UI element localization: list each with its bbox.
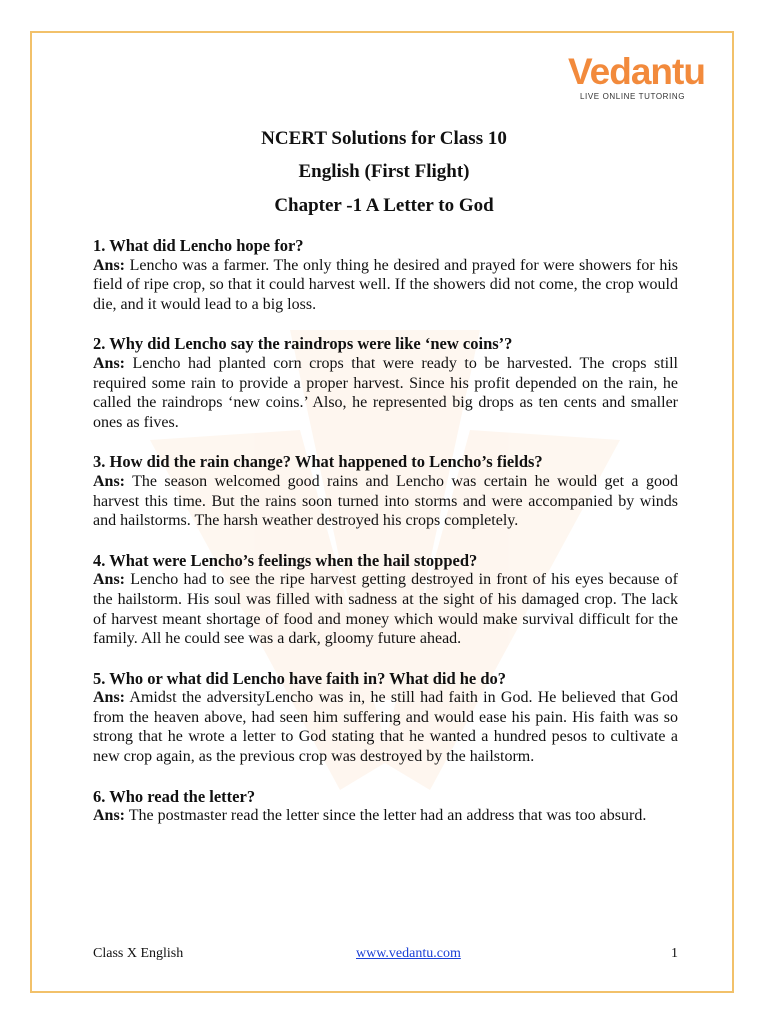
answer-label: Ans:: [93, 807, 126, 825]
question: 6. Who read the letter?: [93, 786, 256, 806]
logo-tagline: LIVE ONLINE TUTORING: [580, 92, 686, 101]
qa-item: [93, 236, 678, 314]
logo-wordmark: Vedantu: [568, 51, 705, 92]
question: 3. How did the rain change? What happened to Lencho’s fields?: [93, 452, 543, 472]
answer-text: Lencho was a farmer. The only thing he desired and prayed for were showers for his field of ripe crop, so that it could harvest well. If the showers did not come, the crop would die, and it would lead to a big loss.: [93, 256, 678, 313]
answer-label: Ans:: [93, 571, 126, 589]
qa-list: [93, 236, 678, 846]
footer-class-label: Class X English: [93, 946, 184, 961]
question: 5. Who or what did Lencho have faith in? What did he do?: [93, 668, 507, 688]
footer-website-link[interactable]: www.vedantu.com: [356, 946, 461, 961]
qa-item: [93, 452, 678, 530]
answer-text: Lencho had to see the ripe harvest getting destroyed in front of his eyes because of the hailstorm. His soul was filled with sadness at the sight of his damaged crop. The lack of harvest meant shortage of food and money which would make survival difficult for the family. All he could see was a dark, gloomy future ahead.: [93, 571, 678, 648]
qa-item: [93, 669, 678, 767]
qa-item: [93, 787, 678, 826]
answer-text: The postmaster read the letter since the letter had an address that was too absurd.: [125, 807, 647, 825]
answer: [93, 472, 678, 531]
vedantu-logo: [568, 51, 705, 101]
answer: [93, 256, 678, 315]
answer-text: The season welcomed good rains and Lencho was certain he would get a good harvest this time. But the rains soon turned into storms and were accompanied by winds and hailstorms. The harsh weather destroyed his crops completely.: [93, 472, 678, 530]
answer-label: Ans:: [93, 256, 126, 274]
question: 2. Why did Lencho say the raindrops were like ‘new coins’?: [93, 334, 513, 354]
answer-text: Amidst the adversityLencho was in, he still had faith in God. He believed that God from the heaven above, had seen him suffering and would ease his pain. His faith was so strong that he wrote a letter to God stating that he wanted a hundred pesos to cultivate a new crop again, as the previous crop was destroyed by the hailstorm.: [93, 689, 678, 766]
answer: [93, 688, 678, 766]
doc-title: NCERT Solutions for Class 10: [261, 128, 507, 149]
question: 4. What were Lencho’s feelings when the hail stopped?: [93, 550, 478, 570]
answer-label: Ans:: [93, 354, 126, 372]
answer-label: Ans:: [93, 472, 126, 490]
answer: [93, 806, 678, 826]
page-number: 1: [671, 946, 678, 961]
question: 1. What did Lencho hope for?: [93, 236, 304, 255]
answer-label: Ans:: [93, 689, 126, 707]
answer: [93, 570, 678, 648]
answer-text: Lencho had planted corn crops that were ready to be harvested. The crops still required some rain to provide a proper harvest. Since his profit depended on the rain, he called the raindrops ‘new coins.’ Also, he represented big drops as ten cents and smaller ones as fives.: [93, 354, 678, 431]
answer: [93, 354, 678, 432]
doc-subject: English (First Flight): [298, 161, 470, 182]
doc-chapter: Chapter -1 A Letter to God: [274, 195, 494, 216]
qa-item: [93, 334, 678, 432]
qa-item: [93, 551, 678, 649]
